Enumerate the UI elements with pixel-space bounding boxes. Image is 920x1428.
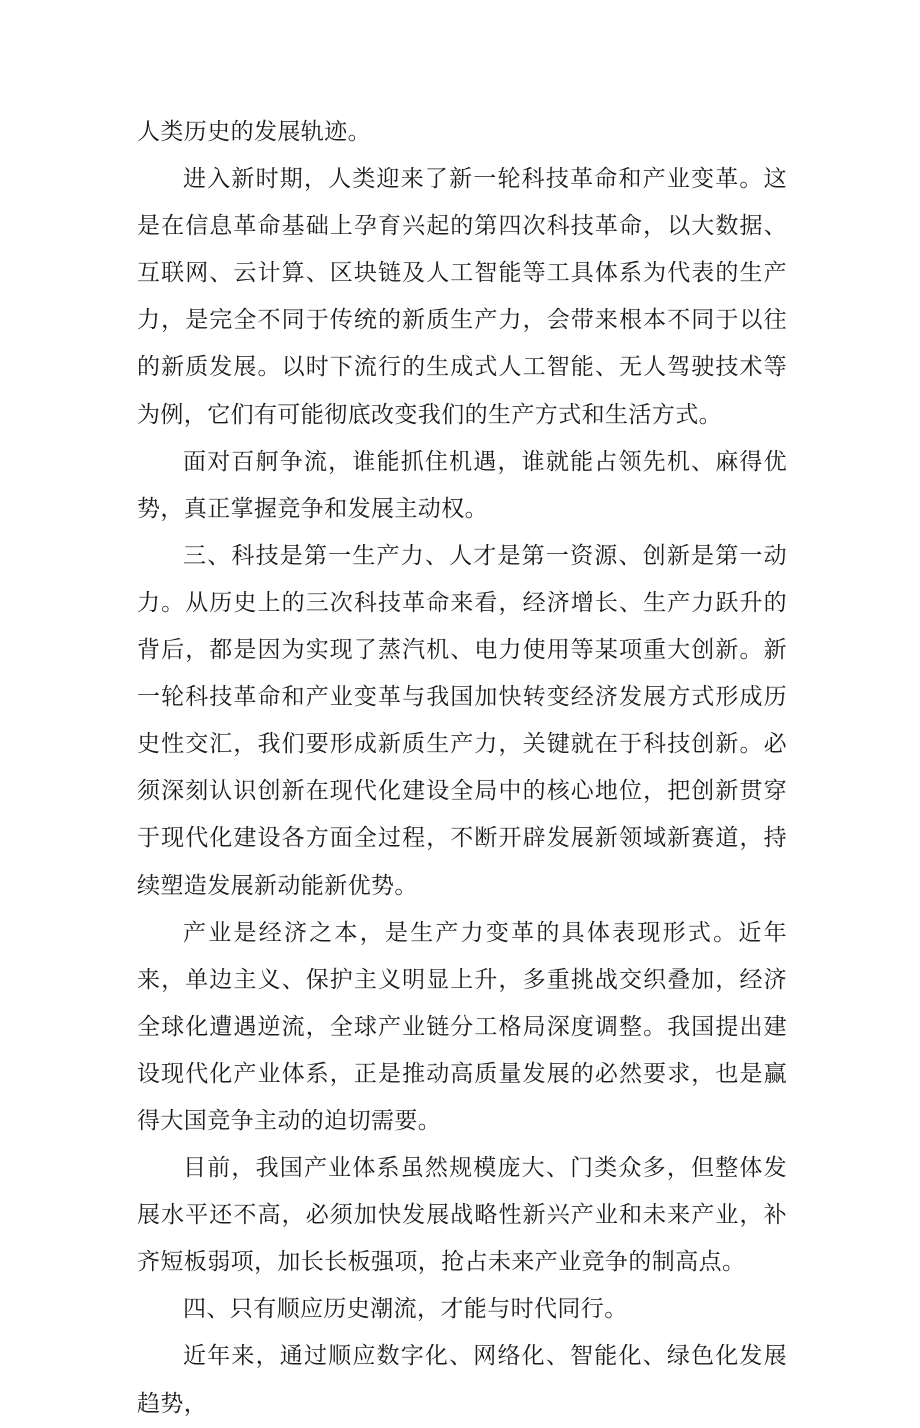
paragraph-current-status: 目前，我国产业体系虽然规模庞大、门类众多，但整体发展水平还不高，必须加快发展战略性新兴产业和未来产业，补齐短板弱项，加长长板强项，抢占未来产业竞争的制高点。 [137, 1155, 787, 1276]
document-body [137, 109, 787, 1428]
paragraph-opportunity: 面对百舸争流，谁能抓住机遇，谁就能占领先机、麻得优势，真正掌握竞争和发展主动权。 [137, 448, 787, 522]
paragraph-industry: 产业是经济之本，是生产力变革的具体表现形式。近年来，单边主义、保护主义明显上升，多重挑战交织叠加，经济全球化遭遇逆流，全球产业链分工格局深度调整。我国提出建设现代化产业体系，正是推动高质量发展的必然要求，也是赢得大国竞争主动的迫切需要。 [137, 919, 787, 1134]
paragraph-section-four: 四、只有顺应历史潮流，才能与时代同行。 [183, 1296, 628, 1323]
paragraph-recent-years: 近年来，通过顺应数字化、网络化、智能化、绿色化发展趋势， [137, 1343, 787, 1417]
paragraph-continuation: 人类历史的发展轨迹。 [137, 119, 371, 145]
paragraph-new-era: 进入新时期，人类迎来了新一轮科技革命和产业变革。这是在信息革命基础上孕育兴起的第四次科技革命，以大数据、互联网、云计算、区块链及人工智能等工具体系为代表的生产力，是完全不同于传统的新质生产力，会带来根本不同于以往的新质发展。以时下流行的生成式人工智能、无人驾驶技术等为例，它们有可能彻底改变我们的生产方式和生活方式。 [137, 166, 787, 428]
paragraph-section-three: 三、科技是第一生产力、人才是第一资源、创新是第一动力。从历史上的三次科技革命来看，经济增长、生产力跃升的背后，都是因为实现了蒸汽机、电力使用等某项重大创新。新一轮科技革命和产业变革与我国加快转变经济发展方式形成历史性交汇，我们要形成新质生产力，关键就在于科技创新。必须深刻认识创新在现代化建设全局中的核心地位，把创新贯穿于现代化建设各方面全过程，不断开辟发展新领域新赛道，持续塑造发展新动能新优势。 [137, 542, 787, 899]
